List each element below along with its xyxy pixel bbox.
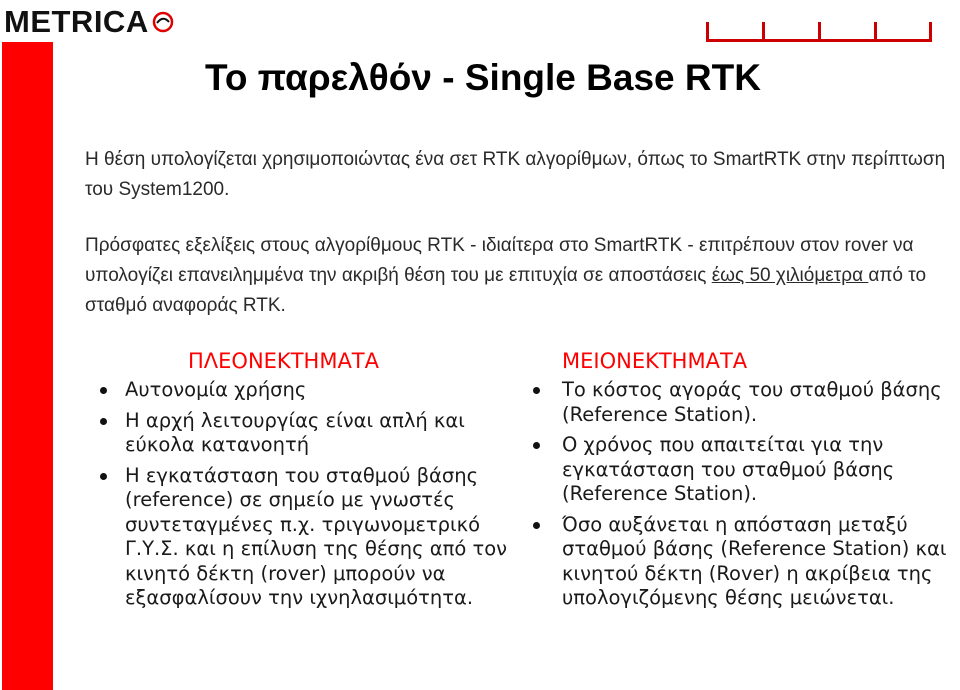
bullet-dot-icon [533, 387, 540, 394]
developments-paragraph [85, 231, 955, 321]
advantage-item: Η αρχή λειτουργίας είναι απλή και εύκολα κατανοητή [118, 409, 518, 458]
disadvantage-item: Ο χρόνος που απαιτείται για την εγκατάσταση του σταθμού βάσης (Reference Station). [520, 433, 950, 507]
disadvantage-item: Όσο αυξάνεται η απόσταση μεταξύ σταθμού βάσης (Reference Station) και κινητού δέκτη (Rover) η ακρίβεια της υπολογιζόμενης θέσης μειώνεται. [520, 513, 950, 611]
disadvantage-item: Το κόστος αγοράς του σταθμού βάσης (Reference Station). [520, 378, 950, 427]
slide-title: Το παρελθόν - Single Base RTK [205, 57, 761, 98]
metrica-swirl-icon [152, 11, 174, 33]
advantages-column [118, 348, 518, 617]
underlined-distance: έως 50 χιλιόμετρα [711, 265, 869, 286]
bullet-dot-icon [100, 387, 107, 394]
bullet-dot-icon [533, 442, 540, 449]
intro-paragraph: Η θέση υπολογίζεται χρησιμοποιώντας ένα σετ RTK αλγορίθμων, όπως το SmartRTK στην περίπτωση του System1200. [85, 149, 946, 200]
bullet-dot-icon [100, 418, 107, 425]
disadvantages-column [520, 348, 950, 617]
advantage-item: Η εγκατάσταση του σταθμού βάσης (reference) σε σημείο με γνωστές συντεταγμένες π.χ. τριγωνομετρικό Γ.Υ.Σ. και η επίλυση της θέσης από τον κινητό δέκτη (rover) μπορούν να εξασφαλίσουν την ιχνηλασιμότητα. [118, 464, 518, 611]
left-red-bar [2, 42, 53, 690]
advantage-item: Αυτονομία χρήσης [118, 378, 518, 403]
paragraph-text-end: από το σταθμό αναφοράς RTK. [85, 265, 927, 316]
advantages-title: ΠΛΕΟΝΕΚΤΗΜΑΤΑ [188, 349, 379, 373]
bullet-dot-icon [533, 522, 540, 529]
metrica-logo [4, 2, 174, 42]
paragraph-text: Πρόσφατες εξελίξεις στους αλγορίθμους RTK - ιδιαίτερα στο SmartRTK - επιτρέπουν στον rover να υπολογίζει επανειλημμένα την ακριβή θέση του με επιτυχία σε αποστάσεις [85, 235, 914, 286]
tick-baseline [706, 39, 932, 42]
disadvantages-title: ΜΕΙΟΝΕΚΤΗΜΑΤΑ [562, 349, 748, 373]
bullet-dot-icon [100, 473, 107, 480]
logo-text: METRICA [4, 4, 149, 39]
